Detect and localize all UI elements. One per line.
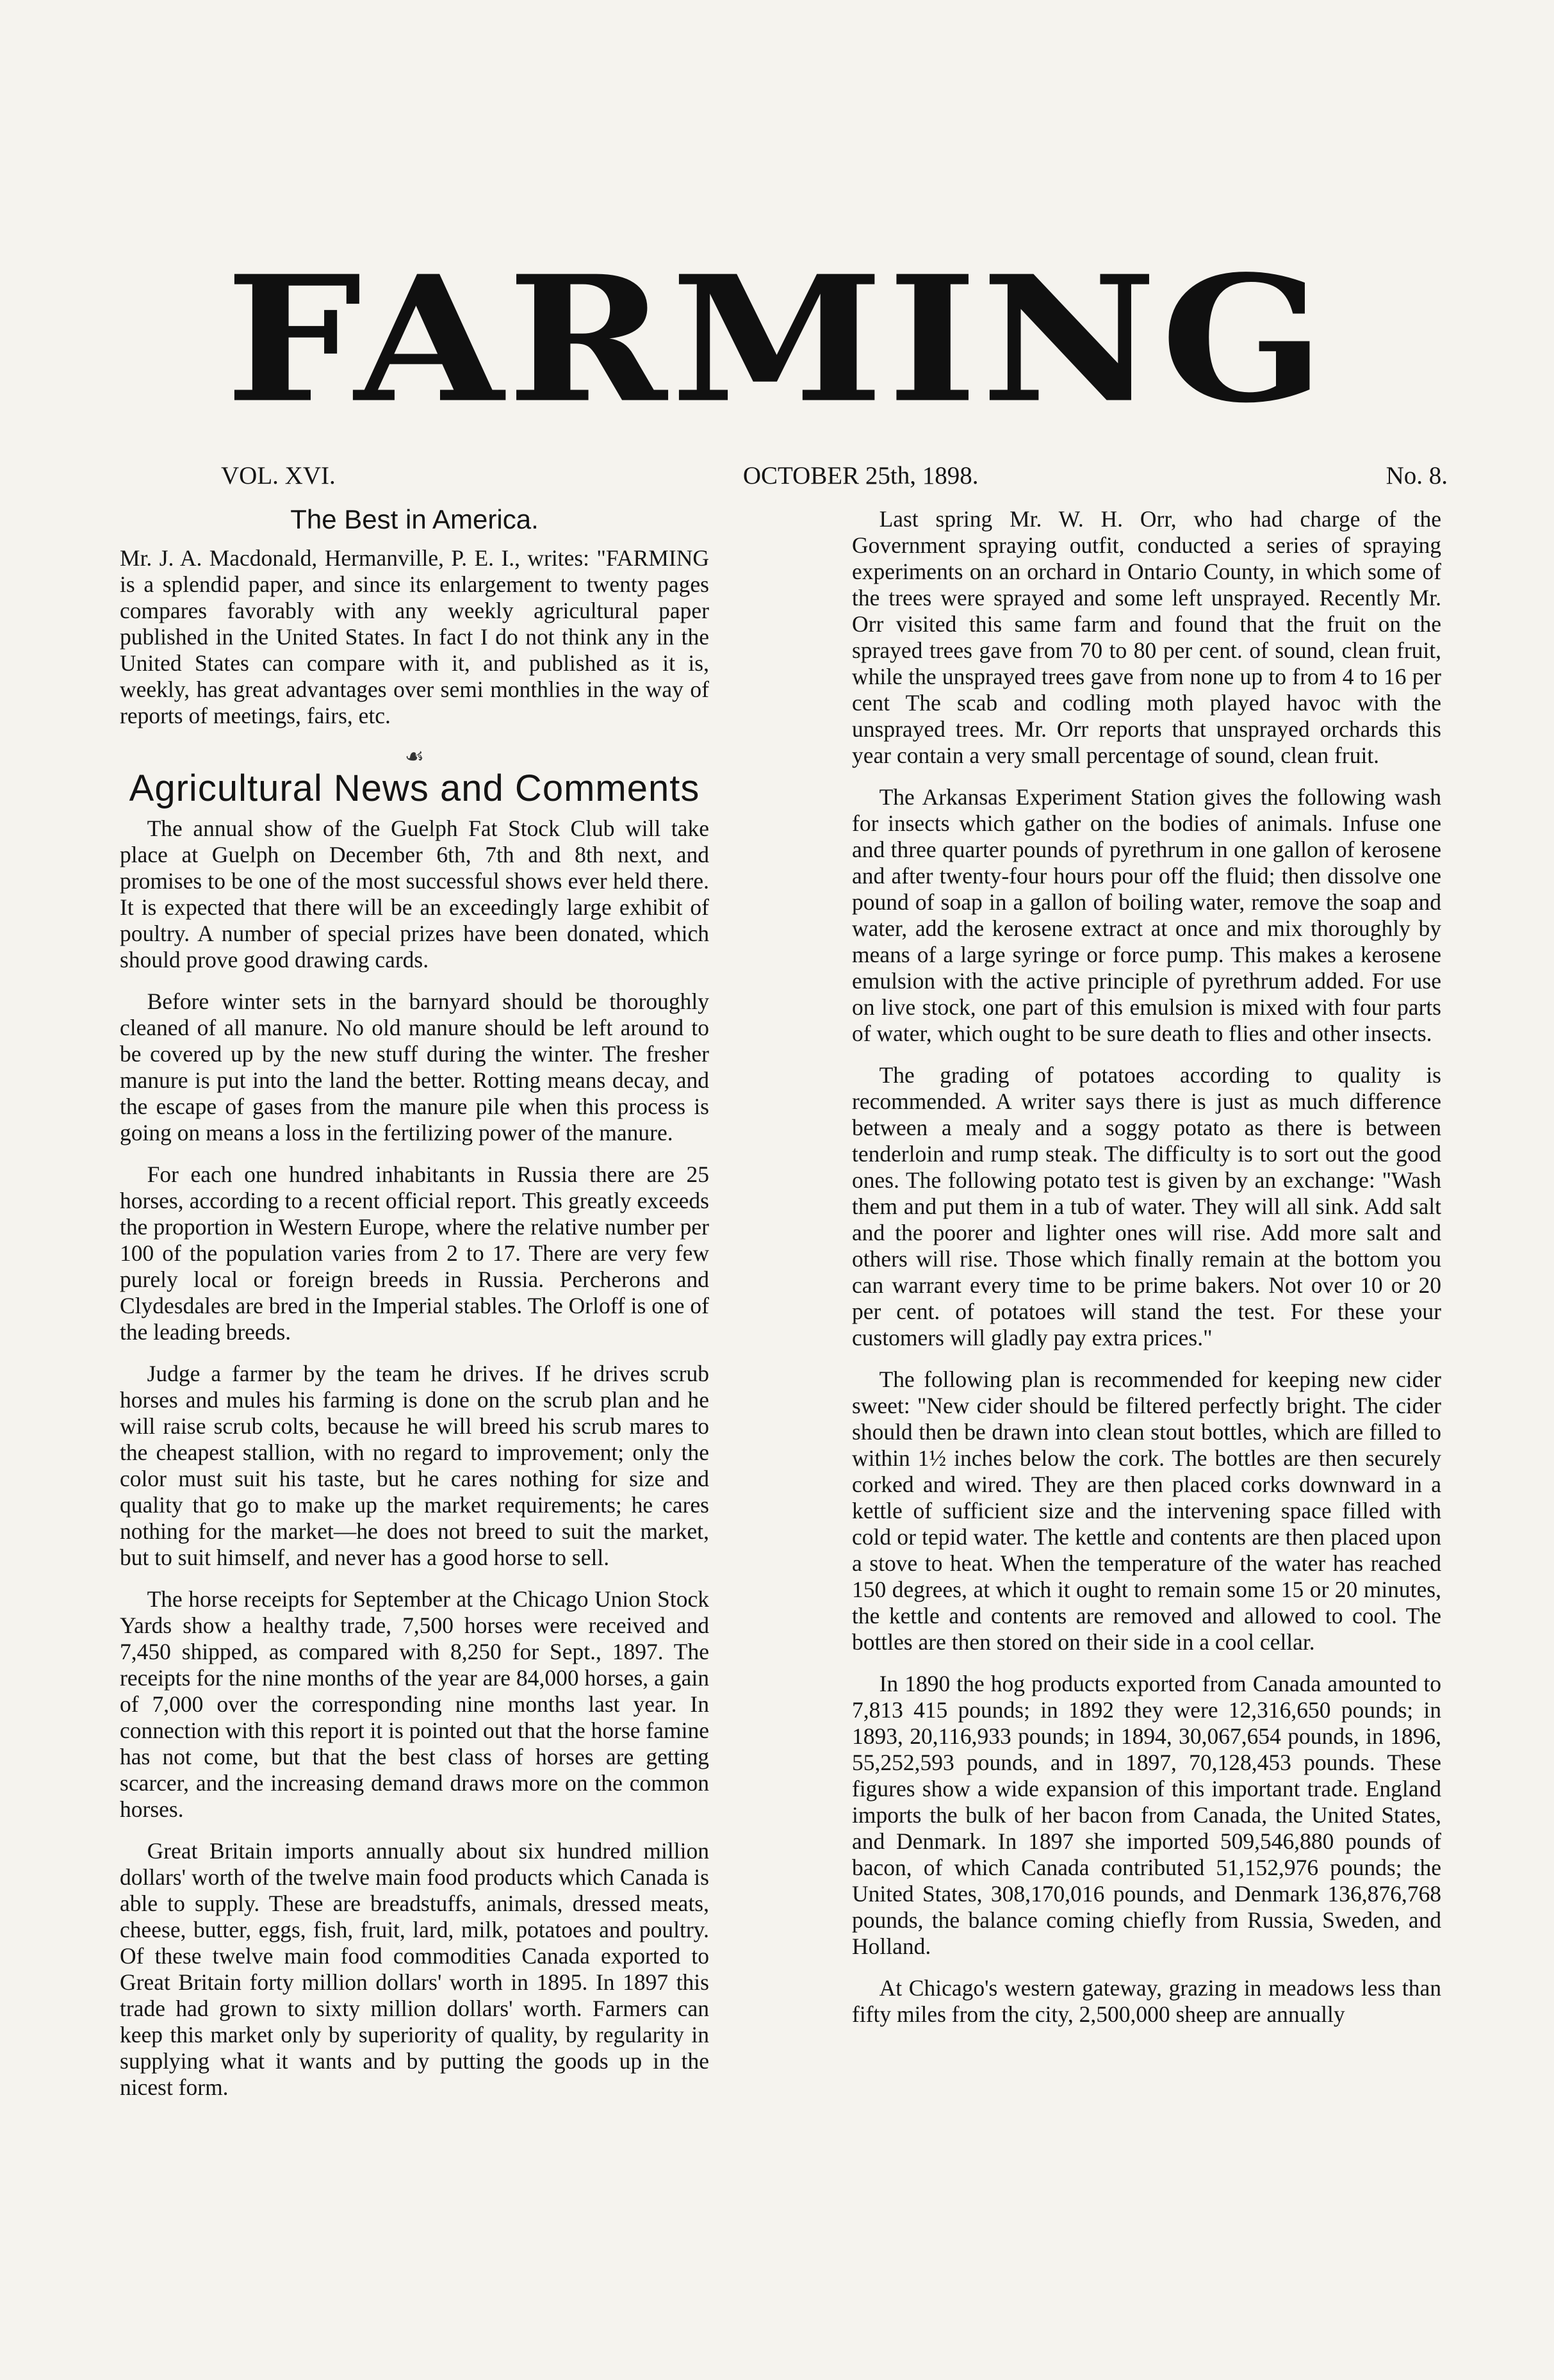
best-in-america-text: Mr. J. A. Macdonald, Hermanville, P. E. I., writes: "FARMING is a splendid paper, and since its enlargement to twenty pages compares favorably with any weekly agricultural paper published in the United States. In fact I do not think any in the United States can compare with it, and published as it is, weekly, has great advantages over semi monthlies in the way of reports of meetings, fairs, etc. bbox=[120, 545, 709, 728]
issue-number: No. 8. bbox=[1386, 462, 1448, 489]
article-paragraph: The horse receipts for September at the Chicago Union Stock Yards show a healthy trade, 7,500 horses were received and 7,450 shipped, as compared with 8,250 for Sept., 1897. The receipts for the nine months of the year are 84,000 horses, a gain of 7,000 over the corresponding nine months last year. In connection with this report it is pointed out that the horse famine has not come, but that the best class of horses are getting scarcer, and the increasing demand draws more on the common horses. bbox=[120, 1586, 709, 1822]
article-paragraph: The following plan is recommended for keeping new cider sweet: "New cider should be filtered perfectly bright. The cider should then be drawn into clean stout bottles, which are filled to within 1½ inches below the cork. The bottles are then securely corked and wired. They are then placed corks downward in a kettle of sufficient size and the intervening space filled with cold or tepid water. The kettle and contents are then placed upon a stove to heat. When the temperature of the water has reached 150 degrees, at which it ought to remain some 15 or 20 minutes, the kettle and contents are removed and allowed to cool. The bottles are then stored on their side in a cool cellar. bbox=[852, 1366, 1441, 1655]
article-paragraph: In 1890 the hog products exported from Canada amounted to 7,813 415 pounds; in 1892 they were 12,316,650 pounds; in 1893, 20,116,933 pounds; in 1894, 30,067,654 pounds, in 1896, 55,252,593 pounds, and in 1897, 70,128,453 pounds. These figures show a wide expansion of this important trade. England imports the bulk of her bacon from Canada, the United States, and Denmark. In 1897 she imported 509,546,880 pounds of bacon, of which Canada contributed 51,152,976 pounds; the United States, 308,170,016 pounds, and Denmark 136,876,768 pounds, the balance coming chiefly from Russia, Sweden, and Holland. bbox=[852, 1671, 1441, 1959]
issue-line bbox=[221, 461, 1448, 490]
issue-date: OCTOBER 25th, 1898. bbox=[742, 462, 979, 489]
volume: VOL. XVI. bbox=[221, 462, 336, 489]
article-paragraph: Judge a farmer by the team he drives. If he drives scrub horses and mules his farming is done on the scrub plan and he will raise scrub colts, because he will breed his scrub mares to the cheapest stallion, with no regard to improvement; only the color must suit his taste, but he cares nothing for size and quality that go to make up the market requirements; he cares nothing for the market—he does not breed to suit the market, but to suit himself, and never has a good horse to sell. bbox=[120, 1361, 709, 1570]
masthead bbox=[0, 237, 1554, 445]
heading-agricultural-news: Agricultural News and Comments bbox=[129, 767, 700, 809]
article-paragraph: For each one hundred inhabitants in Russia there are 25 horses, according to a recent official report. This greatly exceeds the proportion in Western Europe, where the relative number per 100 of the population varies from 2 to 17. There are very few purely local or foreign breeds in Russia. Percherons and Clydesdales are bred in the Imperial stables. The Orloff is one of the leading breeds. bbox=[120, 1161, 709, 1345]
right-column bbox=[852, 506, 1441, 2043]
article-paragraph: Before winter sets in the barnyard should be thoroughly cleaned of all manure. No old manure should be left around to be covered up by the new stuff during the winter. The fresher manure is put into the land the better. Rotting means decay, and the escape of gases from the manure pile when this process is going on means a loss in the fertilizing power of the manure. bbox=[120, 989, 709, 1145]
left-column bbox=[120, 506, 709, 2116]
article-paragraph: The annual show of the Guelph Fat Stock Club will take place at Guelph on December 6th, 7th and 8th next, and promises to be one of the most successful shows ever held there. It is expected that there will be an exceedingly large exhibit of poultry. A number of special prizes have been donated, which should prove good drawing cards. bbox=[120, 816, 709, 973]
article-paragraph: At Chicago's western gateway, grazing in meadows less than fifty miles from the city, 2,500,000 sheep are annually bbox=[852, 1975, 1441, 2027]
heading-best-in-america: The Best in America. bbox=[290, 504, 539, 534]
masthead-title: FARMING bbox=[225, 237, 1329, 441]
article-paragraph: Great Britain imports annually about six hundred million dollars' worth of the twelve main food products which Canada is able to supply. These are breadstuffs, animals, dressed meats, cheese, butter, eggs, fish, fruit, lard, milk, potatoes and poultry. Of these twelve main food commodities Canada exported to Great Britain forty million dollars' worth in 1895. In 1897 this trade had grown to sixty million dollars' worth. Farmers can keep this market only by superiority of quality, by regularity in supplying what it wants and by putting the goods up in the nicest form. bbox=[120, 1838, 709, 2100]
article-paragraph: The Arkansas Experiment Station gives the following wash for insects which gather on the bodies of animals. Infuse one and three quarter pounds of pyrethrum in one gallon of kerosene and after twenty-four hours pour off the fluid; then dissolve one pound of soap in a gallon of boiling water, remove the soap and water, add the kerosene extract at once and mix thoroughly by means of a large syringe or force pump. This makes a kerosene emulsion with the active principle of pyrethrum added. For use on live stock, one part of this emulsion is mixed with four parts of water, which ought to be sure death to flies and other insects. bbox=[852, 784, 1441, 1046]
article-paragraph: Last spring Mr. W. H. Orr, who had charge of the Government spraying outfit, conducted a series of spraying experiments on an orchard in Ontario County, in which some of the trees were sprayed and some left unsprayed. Recently Mr. Orr visited this same farm and found that the fruit on the sprayed trees gave from 70 to 80 per cent. of sound, clean fruit, while the unsprayed trees gave from none up to from 4 to 16 per cent The scab and codling moth played havoc with the unsprayed trees. Mr. Orr reports that unsprayed orchards this year contain a very small percentage of sound, clean fruit. bbox=[852, 506, 1441, 768]
article-paragraph: The grading of potatoes according to quality is recommended. A writer says there is just as much difference between a mealy and a soggy potato as there is between tenderloin and rump steak. The difficulty is to sort out the good ones. The following potato test is given by an exchange: "Wash them and put them in a tub of water. They will all sink. Add salt and the poorer and lighter ones will rise. Add more salt and others will rise. Those which finally remain at the bottom you can warrant every time to be prime bakers. Not over 10 or 20 per cent. of potatoes will stand the test. For these your customers will gladly pay extra prices." bbox=[852, 1062, 1441, 1350]
ornament-icon: ☙ bbox=[404, 745, 425, 769]
